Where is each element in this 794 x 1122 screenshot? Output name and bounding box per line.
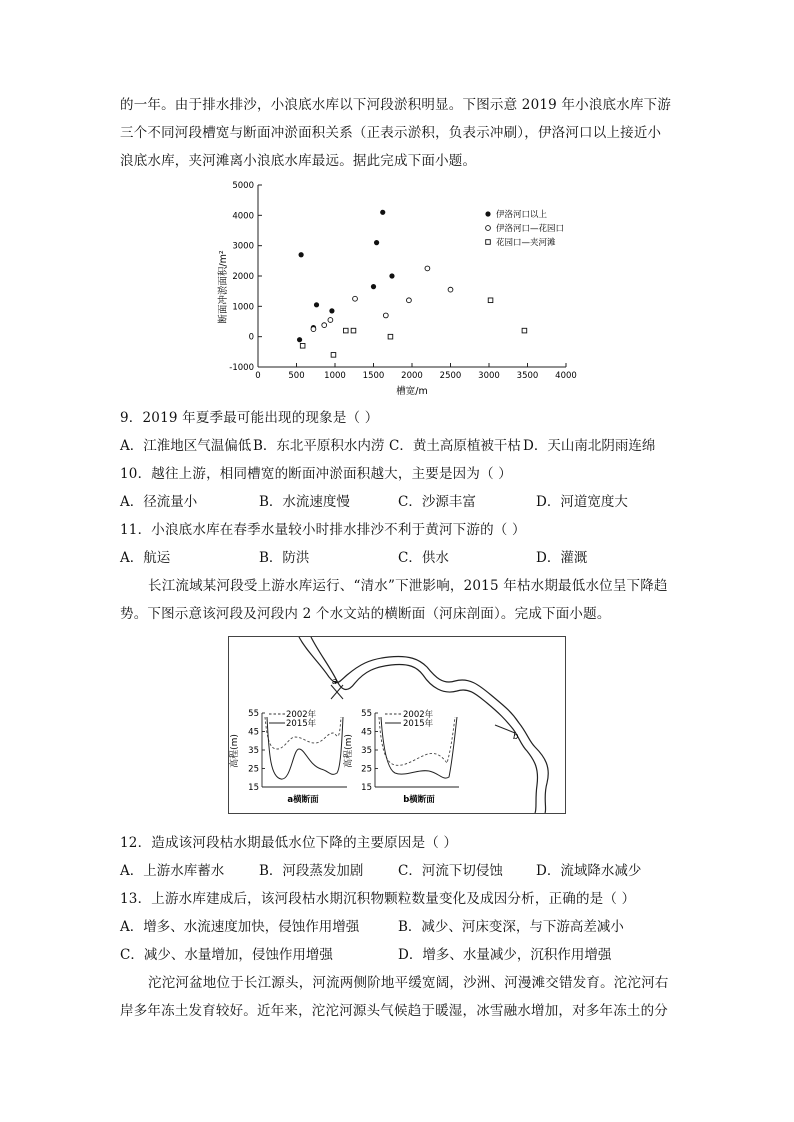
legend-label-series-1: 伊洛河口以上 — [496, 210, 548, 221]
cs-a-y-tick-label: 55 — [248, 709, 259, 719]
cs-a-ylabel: 高程(m) — [230, 734, 240, 768]
data-point-series-2 — [448, 287, 453, 292]
q12-option-c[interactable]: C．河流下切侵蚀 — [398, 863, 503, 879]
y-tick-label: 1000 — [232, 302, 254, 313]
cs-b-ylabel: 高程(m) — [344, 734, 354, 768]
q13-option-c[interactable]: C．减少、水量增加，侵蚀作用增强 — [120, 947, 333, 963]
y-tick-label: -1000 — [229, 363, 254, 373]
legend-label-series-3: 花园口—夹河滩 — [496, 238, 556, 249]
cs-a-y-tick-label: 45 — [248, 727, 259, 738]
cs-b-legend-2015: 2015年 — [403, 719, 434, 729]
x-axis-label: 槽宽/m — [396, 386, 428, 397]
passage2-line-1: 长江流域某河段受上游水库运行、“清水”下泄影响，2015 年枯水期最低水位呈下降趋 — [148, 578, 668, 594]
q11-option-d[interactable]: D．灌溉 — [536, 550, 588, 566]
station-a-label: a — [332, 677, 338, 687]
data-point-series-3 — [331, 353, 336, 358]
q12-option-b[interactable]: B．河段蒸发加剧 — [259, 863, 364, 879]
cross-section-a — [229, 709, 347, 805]
data-point-series-1 — [329, 308, 334, 313]
q12-option-a[interactable]: A．上游水库蓄水 — [120, 863, 225, 879]
cs-a-y-tick-label: 35 — [248, 746, 259, 756]
cs-a-y-tick-label: 15 — [248, 783, 259, 793]
y-tick-label: 5000 — [232, 181, 254, 191]
data-point-series-3 — [388, 334, 393, 339]
data-point-series-2 — [383, 313, 388, 318]
passage2-line-2: 势。下图示意该河段及河段内 2 个水文站的横断面（河床剖面）。完成下面小题。 — [120, 606, 611, 622]
y-tick-label: 4000 — [232, 211, 254, 222]
x-tick-label: 2500 — [439, 371, 462, 381]
q12-option-d[interactable]: D．流域降水减少 — [536, 863, 642, 879]
q10-stem: 10．越往上游，相同槽宽的断面冲淤面积越大，主要是因为（ ） — [120, 466, 512, 482]
data-point-series-2 — [322, 323, 327, 328]
data-point-series-3 — [488, 298, 493, 303]
q9-stem: 9．2019 年夏季最可能出现的现象是（ ） — [120, 410, 379, 426]
q9-option-a[interactable]: A．江淮地区气温偏低 — [120, 438, 252, 454]
cs-b-y-tick-label: 25 — [361, 764, 372, 775]
data-point-series-3 — [300, 343, 305, 348]
cs-b-legend-2002: 2002年 — [403, 710, 434, 720]
x-tick-label: 500 — [288, 371, 305, 381]
x-tick-label: 3000 — [478, 371, 500, 381]
passage3-line-2: 岸多年冻土发育较好。近年来，沱沱河源头气候趋于暖湿，冰雪融水增加，对多年冻土的分 — [120, 1003, 668, 1019]
x-tick-label: 4000 — [555, 371, 577, 381]
data-point-series-3 — [343, 328, 348, 333]
data-point-series-2 — [407, 298, 412, 303]
x-tick-label: 1000 — [324, 371, 346, 381]
cs-a-legend-2015: 2015年 — [286, 719, 317, 729]
x-tick-label: 3500 — [516, 371, 539, 381]
cs-a-caption: a横断面 — [287, 795, 319, 805]
data-point-series-3 — [522, 328, 527, 333]
cs-b-y-tick-label: 15 — [361, 783, 372, 793]
intro-line-1: 的一年。由于排水排沙，小浪底水库以下河段淤积明显。下图示意 2019 年小浪底水库下游 — [120, 97, 672, 113]
data-point-series-1 — [297, 337, 302, 342]
scatter-chart — [200, 175, 600, 400]
q10-option-c[interactable]: C．沙源丰富 — [398, 494, 476, 510]
q9-option-d[interactable]: D．天山南北阴雨连绵 — [523, 438, 656, 454]
intro-line-2: 三个不同河段槽宽与断面冲淤面积关系（正表示淤积，负表示冲刷），伊洛河口以上接近小 — [120, 125, 662, 141]
y-tick-label: 0 — [248, 332, 254, 343]
data-point-series-1 — [374, 240, 379, 245]
legend-marker-series-1 — [485, 211, 490, 216]
q9-option-c[interactable]: C．黄土高原植被干枯 — [389, 438, 521, 454]
q13-stem: 13．上游水库建成后，该河段枯水期沉积物颗粒数量变化及成因分析，正确的是（ ） — [120, 891, 636, 907]
legend-marker-series-3 — [486, 240, 491, 245]
cross-section-b — [342, 709, 459, 805]
cs-b-y-tick-label: 35 — [361, 746, 372, 756]
q12-stem: 12．造成该河段枯水期最低水位下降的主要原因是（ ） — [120, 835, 458, 851]
y-tick-label: 2000 — [232, 272, 254, 282]
cs-b-y-tick-label: 45 — [361, 727, 372, 738]
q11-option-a[interactable]: A．航运 — [120, 550, 171, 566]
q10-option-a[interactable]: A．径流量小 — [120, 494, 198, 510]
cs-a-y-tick-label: 25 — [248, 764, 259, 775]
q9-option-b[interactable]: B．东北平原积水内涝 — [253, 438, 385, 454]
x-tick-label: 2000 — [401, 371, 423, 381]
q13-option-a[interactable]: A．增多、水流速度加快，侵蚀作用增强 — [120, 919, 360, 935]
y-tick-label: 3000 — [232, 241, 254, 252]
q11-option-c[interactable]: C．供水 — [398, 550, 449, 566]
river-cross-section-figure — [228, 636, 566, 814]
passage3-line-1: 沱沱河盆地位于长江源头，河流两侧阶地平缓宽阔，沙洲、河漫滩交错发育。沱沱河右 — [148, 975, 669, 991]
data-point-series-3 — [351, 328, 356, 333]
y-axis-label: 断面冲淤面积/m² — [218, 250, 229, 324]
q11-option-b[interactable]: B．防洪 — [259, 550, 310, 566]
q13-option-d[interactable]: D．增多、水量减少，沉积作用增强 — [398, 947, 612, 963]
cs-b-caption: b横断面 — [403, 795, 435, 805]
legend-label-series-2: 伊洛河口—花园口 — [496, 224, 565, 235]
data-point-series-2 — [328, 318, 333, 323]
data-point-series-1 — [389, 273, 394, 278]
data-point-series-1 — [314, 302, 319, 307]
data-point-series-1 — [371, 284, 376, 289]
x-tick-label: 0 — [255, 371, 261, 381]
x-tick-label: 1500 — [362, 371, 385, 381]
data-point-series-1 — [380, 210, 385, 215]
q10-option-b[interactable]: B．水流速度慢 — [259, 494, 350, 510]
q11-stem: 11．小浪底水库在春季水量较小时排水排沙不利于黄河下游的（ ） — [120, 522, 526, 538]
cs-b-y-tick-label: 55 — [361, 709, 372, 719]
cs-a-legend-2002: 2002年 — [286, 710, 317, 720]
data-point-series-1 — [299, 252, 304, 257]
data-point-series-2 — [353, 296, 358, 301]
legend-marker-series-2 — [486, 226, 491, 231]
station-b-label: b — [513, 732, 519, 742]
q10-option-d[interactable]: D．河道宽度大 — [536, 494, 628, 510]
intro-line-3: 浪底水库，夹河滩离小浪底水库最远。据此完成下面小题。 — [120, 153, 477, 169]
data-point-series-2 — [311, 327, 316, 332]
q13-option-b[interactable]: B．减少、河床变深，与下游高差减小 — [398, 919, 624, 935]
data-point-series-2 — [425, 266, 430, 271]
station-b-marker — [495, 725, 518, 742]
